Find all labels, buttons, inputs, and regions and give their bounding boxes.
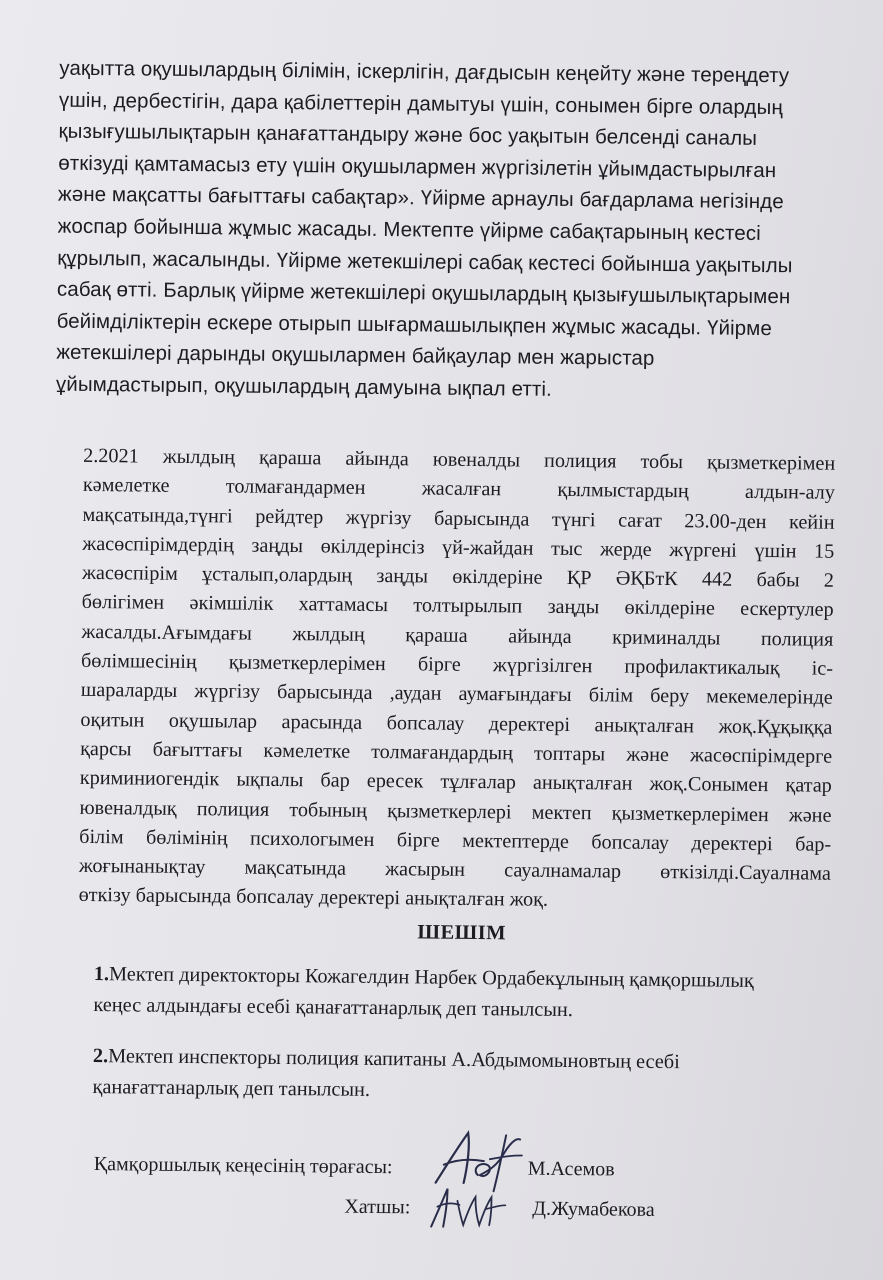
paragraph-line: білім бөлімінің психологымен бірге мектептерде бопсалау деректері бар- [79, 825, 832, 856]
paragraph-line: жасөспірім ұсталып,олардың заңды өкілдеріне ҚР ӘҚБтК 442 бабы 2 [81, 562, 835, 592]
paragraph-line: өткізуді қамтамасыз ету үшін оқушылармен жүргізілетін ұйымдастырылған [58, 151, 777, 182]
paragraph-line: ұйымдастырып, оқушылардың дамуына ықпал етті. [55, 372, 552, 401]
paragraph-line: ювеналдық полиция тобының қызметкерлері мектеп қызметкерлерімен және [79, 796, 832, 827]
paragraph-line: жоғынанықтау мақсатында жасырын сауалнамалар өткізілді.Сауалнама [78, 855, 832, 885]
paragraph-line: 2.2021 жылдың қараша айында ювеналды полиция тобы қызметкерімен [83, 444, 836, 475]
paragraph-line: жасалды.Ағымдағы жылдың қараша айында криминалды полиция [81, 620, 834, 651]
paragraph-line: бейімділіктерін ескере отырып шығармашылықпен жұмыс жасады. Үйірме [56, 309, 773, 340]
paragraph-line: кәмелетке толмағандармен жасалған қылмыстардың алдын-алу [82, 474, 835, 505]
paragraph-line: мақсатында,түнгі рейдтер жүргізу барысында түнгі сағат 23.00-ден кейін [82, 503, 835, 534]
paragraph-line: жасөспірімдердің заңды өкілдерінсіз үй-жайдан тыс жерде жүргені үшін 15 [82, 532, 835, 563]
decision-line: кеңес алдындағы есебі қанағаттанарлық деп танылсын. [93, 993, 573, 1021]
paragraph-line: өткізу барысында бопсалау деректері анықталған жоқ. [78, 884, 549, 912]
paragraph-line: қызығушылықтарын қанағаттандыру және бос уақытын белсенді саналы [58, 119, 758, 151]
chair-name: М.Асемов [527, 1157, 615, 1181]
police-report-paragraph [78, 442, 835, 919]
paragraph-line: үшін, дербестігін, дара қабілеттерін дамытуы үшін, сонымен бірге олардың [58, 88, 783, 119]
secretary-label: Хатшы: [344, 1195, 411, 1219]
paragraph-line: оқитын оқушылар арасында бопсалау деректері анықталған жоқ.Құқыққа [80, 708, 833, 739]
paragraph-line: сабақ өтті. Барлық үйірме жетекшілері оқушылардың қызығушылықтарымен [56, 277, 791, 309]
decision-line: қанағаттанарлық деп танылсын. [92, 1075, 371, 1101]
paragraph-line: жоспар бойынша жұмыс жасады. Мектепте үйірме сабақтарының кестесі [57, 214, 761, 245]
paragraph-line: бөлімшесінің қызметкерлерімен бірге жүргізілген профилактикалық іс- [80, 649, 834, 680]
decision-item [92, 1041, 833, 1110]
chair-label: Қамқоршылық кеңесінің төрағасы: [93, 1153, 393, 1179]
decision-heading: ШЕШІМ [417, 921, 507, 945]
decision-number: 2. [92, 1045, 109, 1068]
paragraph-line: қарсы бағыттағы кәмелетке толмағандардың топтары және жасөспірімдерге [80, 737, 833, 768]
paragraph-line: және мақсатты бағыттағы сабақтар». Үйірме арнаулы бағдарлама негізінде [57, 182, 784, 214]
intro-paragraph [56, 53, 850, 409]
paragraph-line: шараларды жүргізу барысында ,аудан аумағындағы білім беру мекемелерінде [80, 679, 833, 710]
paragraph-line: криминиогендік ықпалы бар ересек тұлғалар анықталған жоқ.Сонымен қатар [79, 767, 832, 798]
paragraph-line: жетекшілері дарынды оқушылармен байқаулар мен жарыстар [56, 340, 655, 371]
secretary-signature-icon [425, 1181, 510, 1234]
paragraph-line: уақытта оқушылардың білімін, іскерлігін, дағдысын кеңейту және тереңдету [59, 56, 790, 88]
paragraph-line: құрылып, жасалынды. Үйірме жетекшілері сабақ кестесі бойынша уақытылы [57, 246, 793, 277]
secretary-name: Д.Жумабекова [532, 1197, 655, 1221]
decision-number: 1. [93, 963, 110, 986]
paragraph-line: бөлігімен әкімшілік хаттамасы толтырылып заңды өкілдеріне ескертулер [81, 591, 834, 622]
decision-item [93, 959, 834, 1028]
decision-text: Мектеп инспекторы полиция капитаны А.Абдымомыновтың есебі [108, 1045, 680, 1074]
decision-text: Мектеп директокторы Кожагелдин Нарбек Ордабекұлының қамқоршылық [108, 963, 754, 992]
